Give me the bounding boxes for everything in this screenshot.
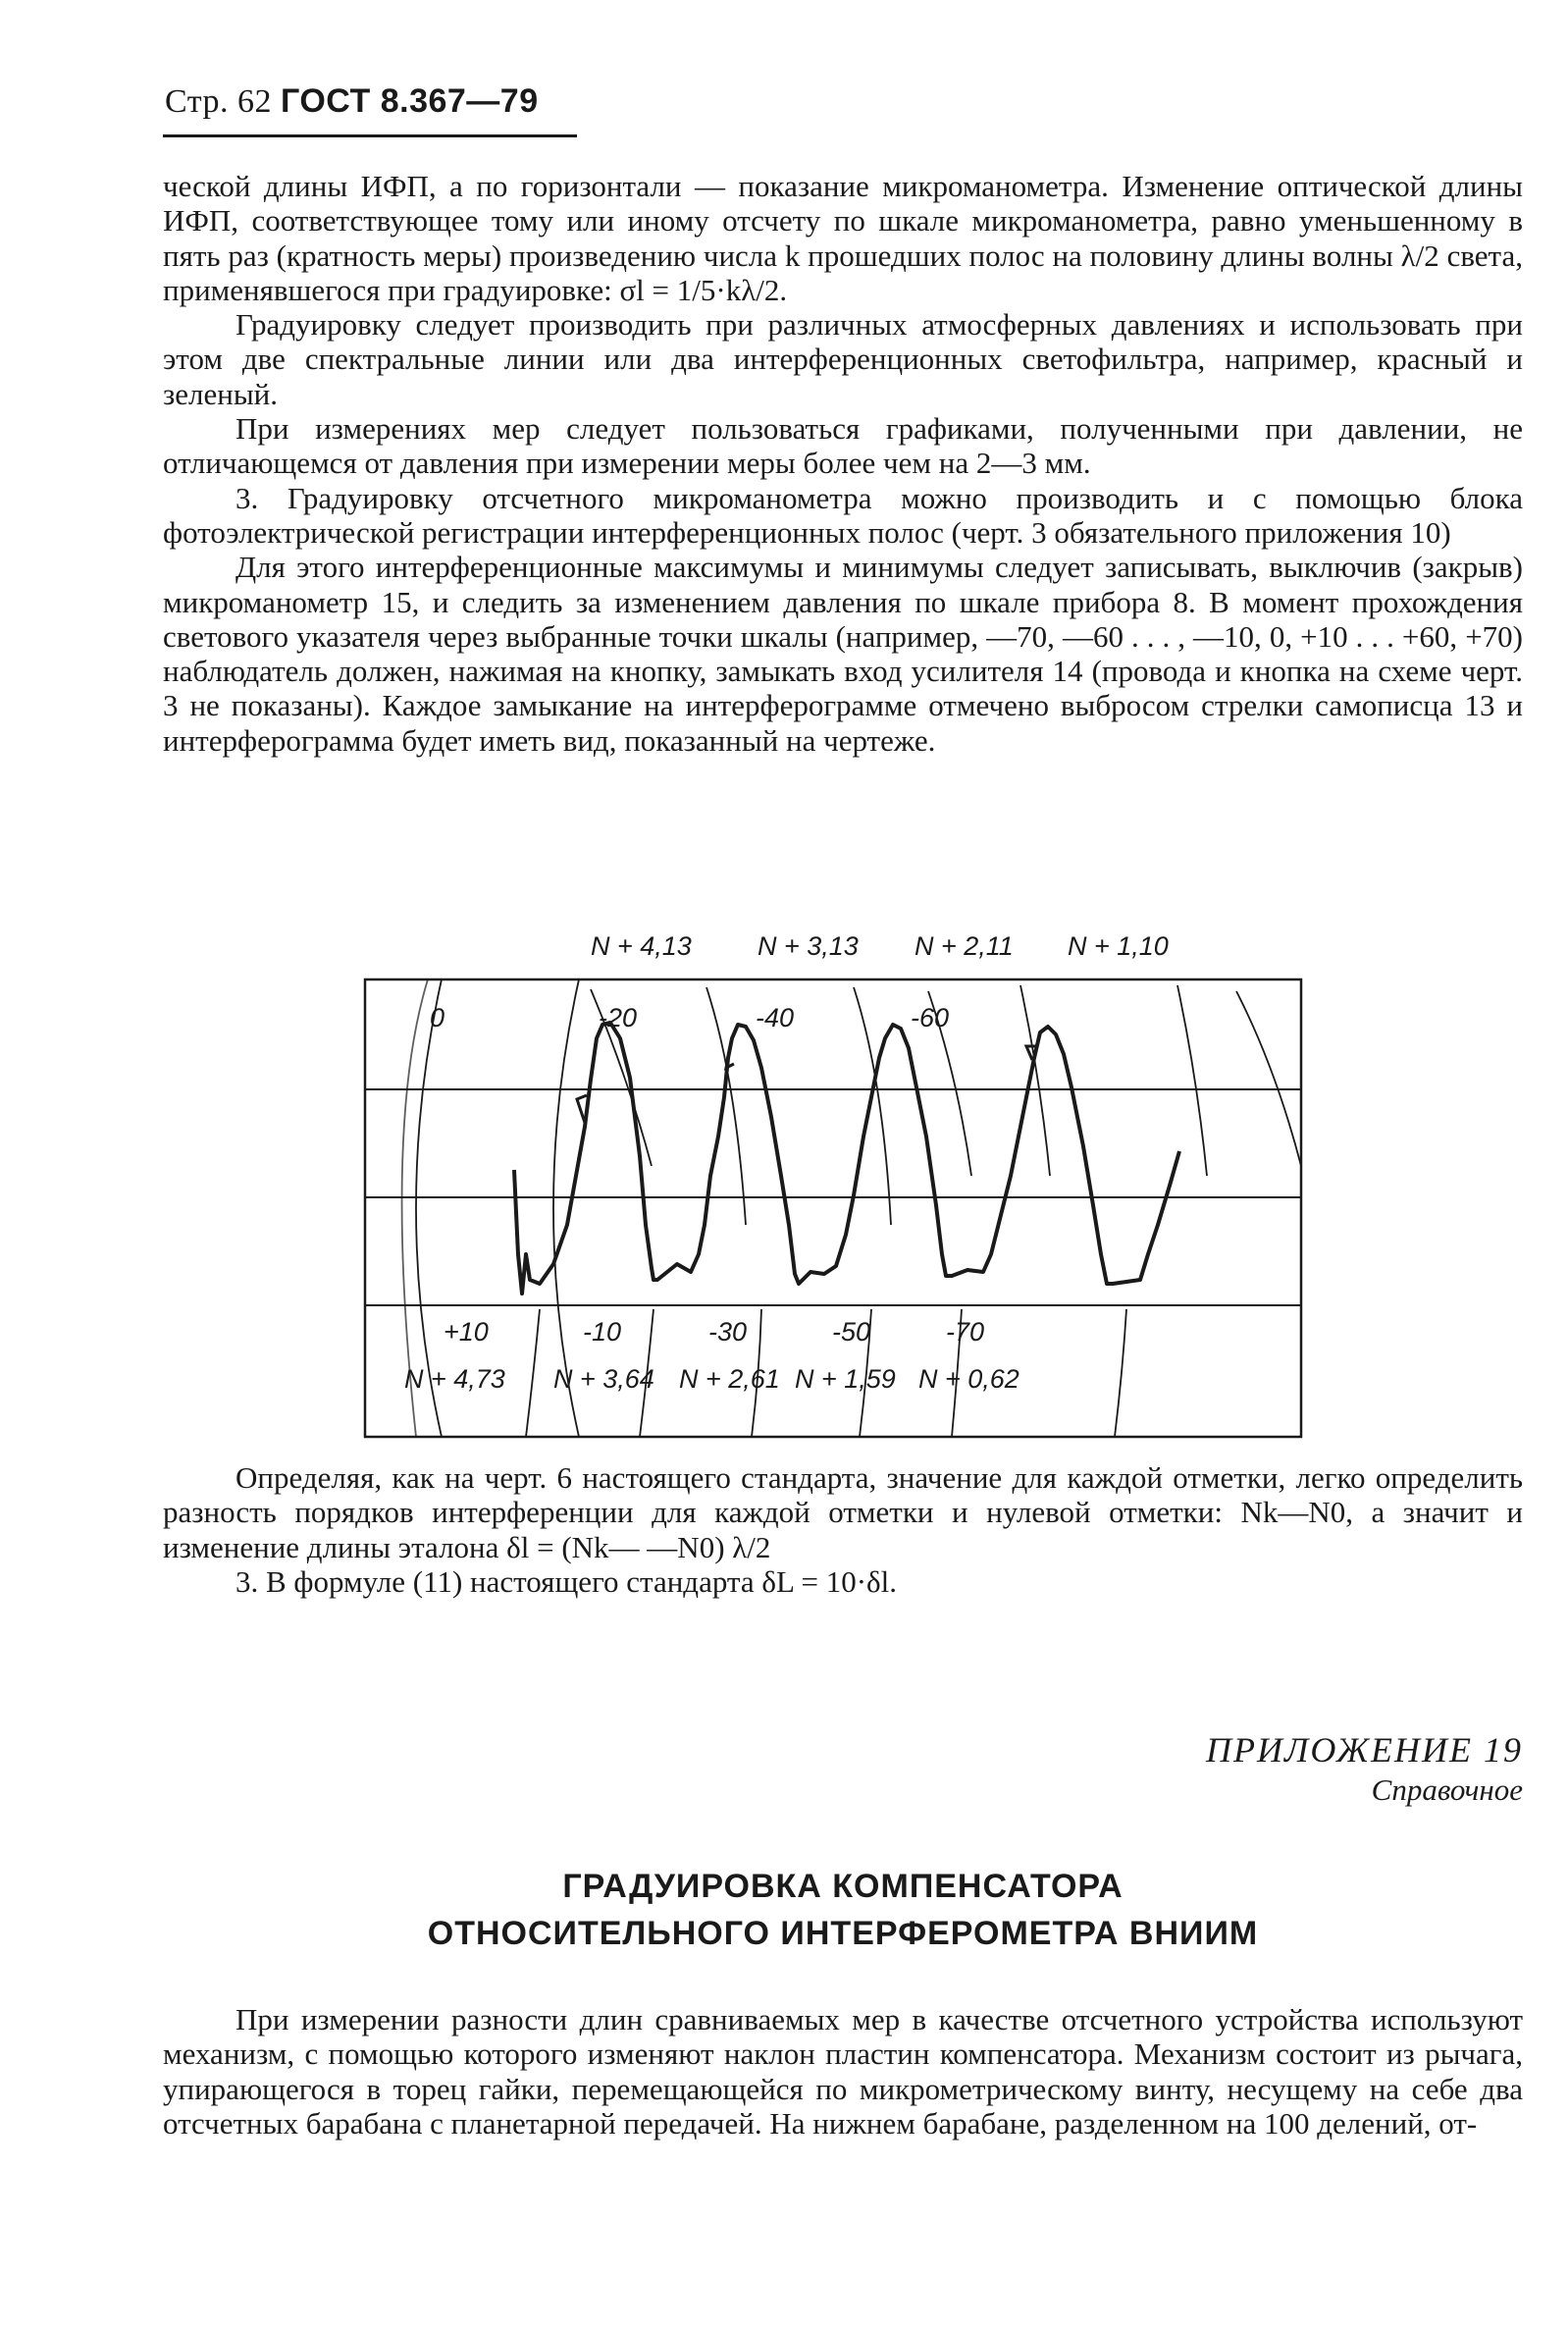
paragraph: Градуировку следует производить при различных атмосферных давлениях и использовать при этом две спектральные линии или два интерференционных светофильтра, например, красный и зеленый.: [163, 307, 1523, 411]
trace-spike: [577, 1038, 1036, 1123]
bottom-label: N + 1,59: [795, 1364, 896, 1394]
lower-mark: +10: [444, 1317, 489, 1347]
page-header: [165, 82, 539, 121]
paragraph: При измерении разности длин сравниваемых мер в качестве отсчетного устройства используют механизм, с помощью которого изменяют наклон пластин компенсатора. Механизм состоит из рычага, упирающегося в торец гайки, перемещающейся по микрометрическому винту, несущему на себе два отсчетных барабана с планетарной передачей. На нижнем барабане, разделенном на 100 делений, от-: [163, 2002, 1523, 2141]
lower-mark: -70: [946, 1317, 985, 1347]
figure-top-label: N + 1,10: [1068, 931, 1169, 961]
section-title-line: ОТНОСИТЕЛЬНОГО ИНТЕРФЕРОМЕТРА ВНИИМ: [427, 1915, 1259, 1952]
appendix-number: ПРИЛОЖЕНИЕ 19: [1206, 1730, 1523, 1770]
standard-number: ГОСТ 8.367—79: [281, 82, 539, 120]
paragraph: 3. В формуле (11) настоящего стандарта δL = 10·δl.: [235, 1563, 898, 1599]
upper-mark: -40: [756, 1003, 795, 1032]
bottom-label: N + 0,62: [918, 1364, 1019, 1394]
section-title: [163, 1863, 1523, 1957]
upper-mark: -60: [911, 1003, 950, 1032]
paragraph: Определяя, как на черт. 6 настоящего стандарта, значение для каждой отметки, легко определить разность порядков интерференции для каждой отметки и нулевой отметки: Nk—N0, а значит и изменение длины эталона δl = (Nk— —N0) λ/2: [163, 1460, 1523, 1564]
paragraph: Для этого интерференционные максимумы и минимумы следует записывать, выключив (закрыв) микроманометр 15, и следить за изменением давления по шкале прибора 8. В момент прохождения светового указателя через выбранные точки шкалы (например, —70, —60 . . . , —10, 0, +10 . . . +60, +70) наблюдатель должен, нажимая на кнопку, замыкать вход усилителя 14 (провода и кнопка на схеме черт. 3 не показаны). Каждое замыкание на интерферограмме отмечено выбросом стрелки самописца 13 и интерферограмма будет иметь вид, показанный на чертеже.: [163, 550, 1523, 758]
paragraph: 3. Градуировку отсчетного микроманометра можно производить и с помощью блока фотоэлектрической регистрации интерференционных полос (черт. 3 обязательного приложения 10): [163, 480, 1523, 550]
page-number: Стр. 62: [165, 83, 273, 120]
paragraph: ческой длины ИФП, а по горизонтали — показание микроманометра. Изменение оптической длины ИФП, соответствующее тому или иному отсчету по шкале микроманометра, равно уменьшенному в пять раз (кратность меры) произведению числа k прошедших полос на половину длины волны λ/2 света, применявшегося при градуировке: σl = 1/5·kλ/2.: [163, 169, 1523, 307]
figure-top-label: N + 4,13: [591, 931, 692, 961]
body-text-bottom: [163, 1460, 1523, 1599]
section-title-line: ГРАДУИРОВКА КОМПЕНСАТОРА: [562, 1868, 1124, 1905]
interferogram-trace: [514, 1023, 1179, 1294]
figure-top-label: N + 3,13: [758, 931, 859, 961]
bottom-label: N + 3,64: [553, 1364, 654, 1394]
figure-top-label: N + 2,11: [915, 931, 1014, 961]
lower-mark: -30: [708, 1317, 748, 1347]
lower-mark: -50: [832, 1317, 871, 1347]
appendix-label: [1206, 1729, 1523, 1808]
body-text-final: [163, 2002, 1523, 2141]
header-rule: [163, 134, 577, 137]
body-text-top: [163, 169, 1523, 758]
interferogram-figure: [334, 930, 1531, 1441]
bottom-label: N + 2,61: [679, 1364, 780, 1394]
bottom-label: N + 4,73: [404, 1364, 505, 1394]
lower-mark: -10: [583, 1317, 622, 1347]
appendix-kind: Справочное: [1371, 1772, 1523, 1807]
upper-mark: -20: [599, 1003, 638, 1032]
upper-mark: 0: [430, 1003, 445, 1032]
paragraph: При измерениях мер следует пользоваться графиками, полученными при давлении, не отличающемся от давления при измерении меры более чем на 2—3 мм.: [163, 411, 1523, 481]
